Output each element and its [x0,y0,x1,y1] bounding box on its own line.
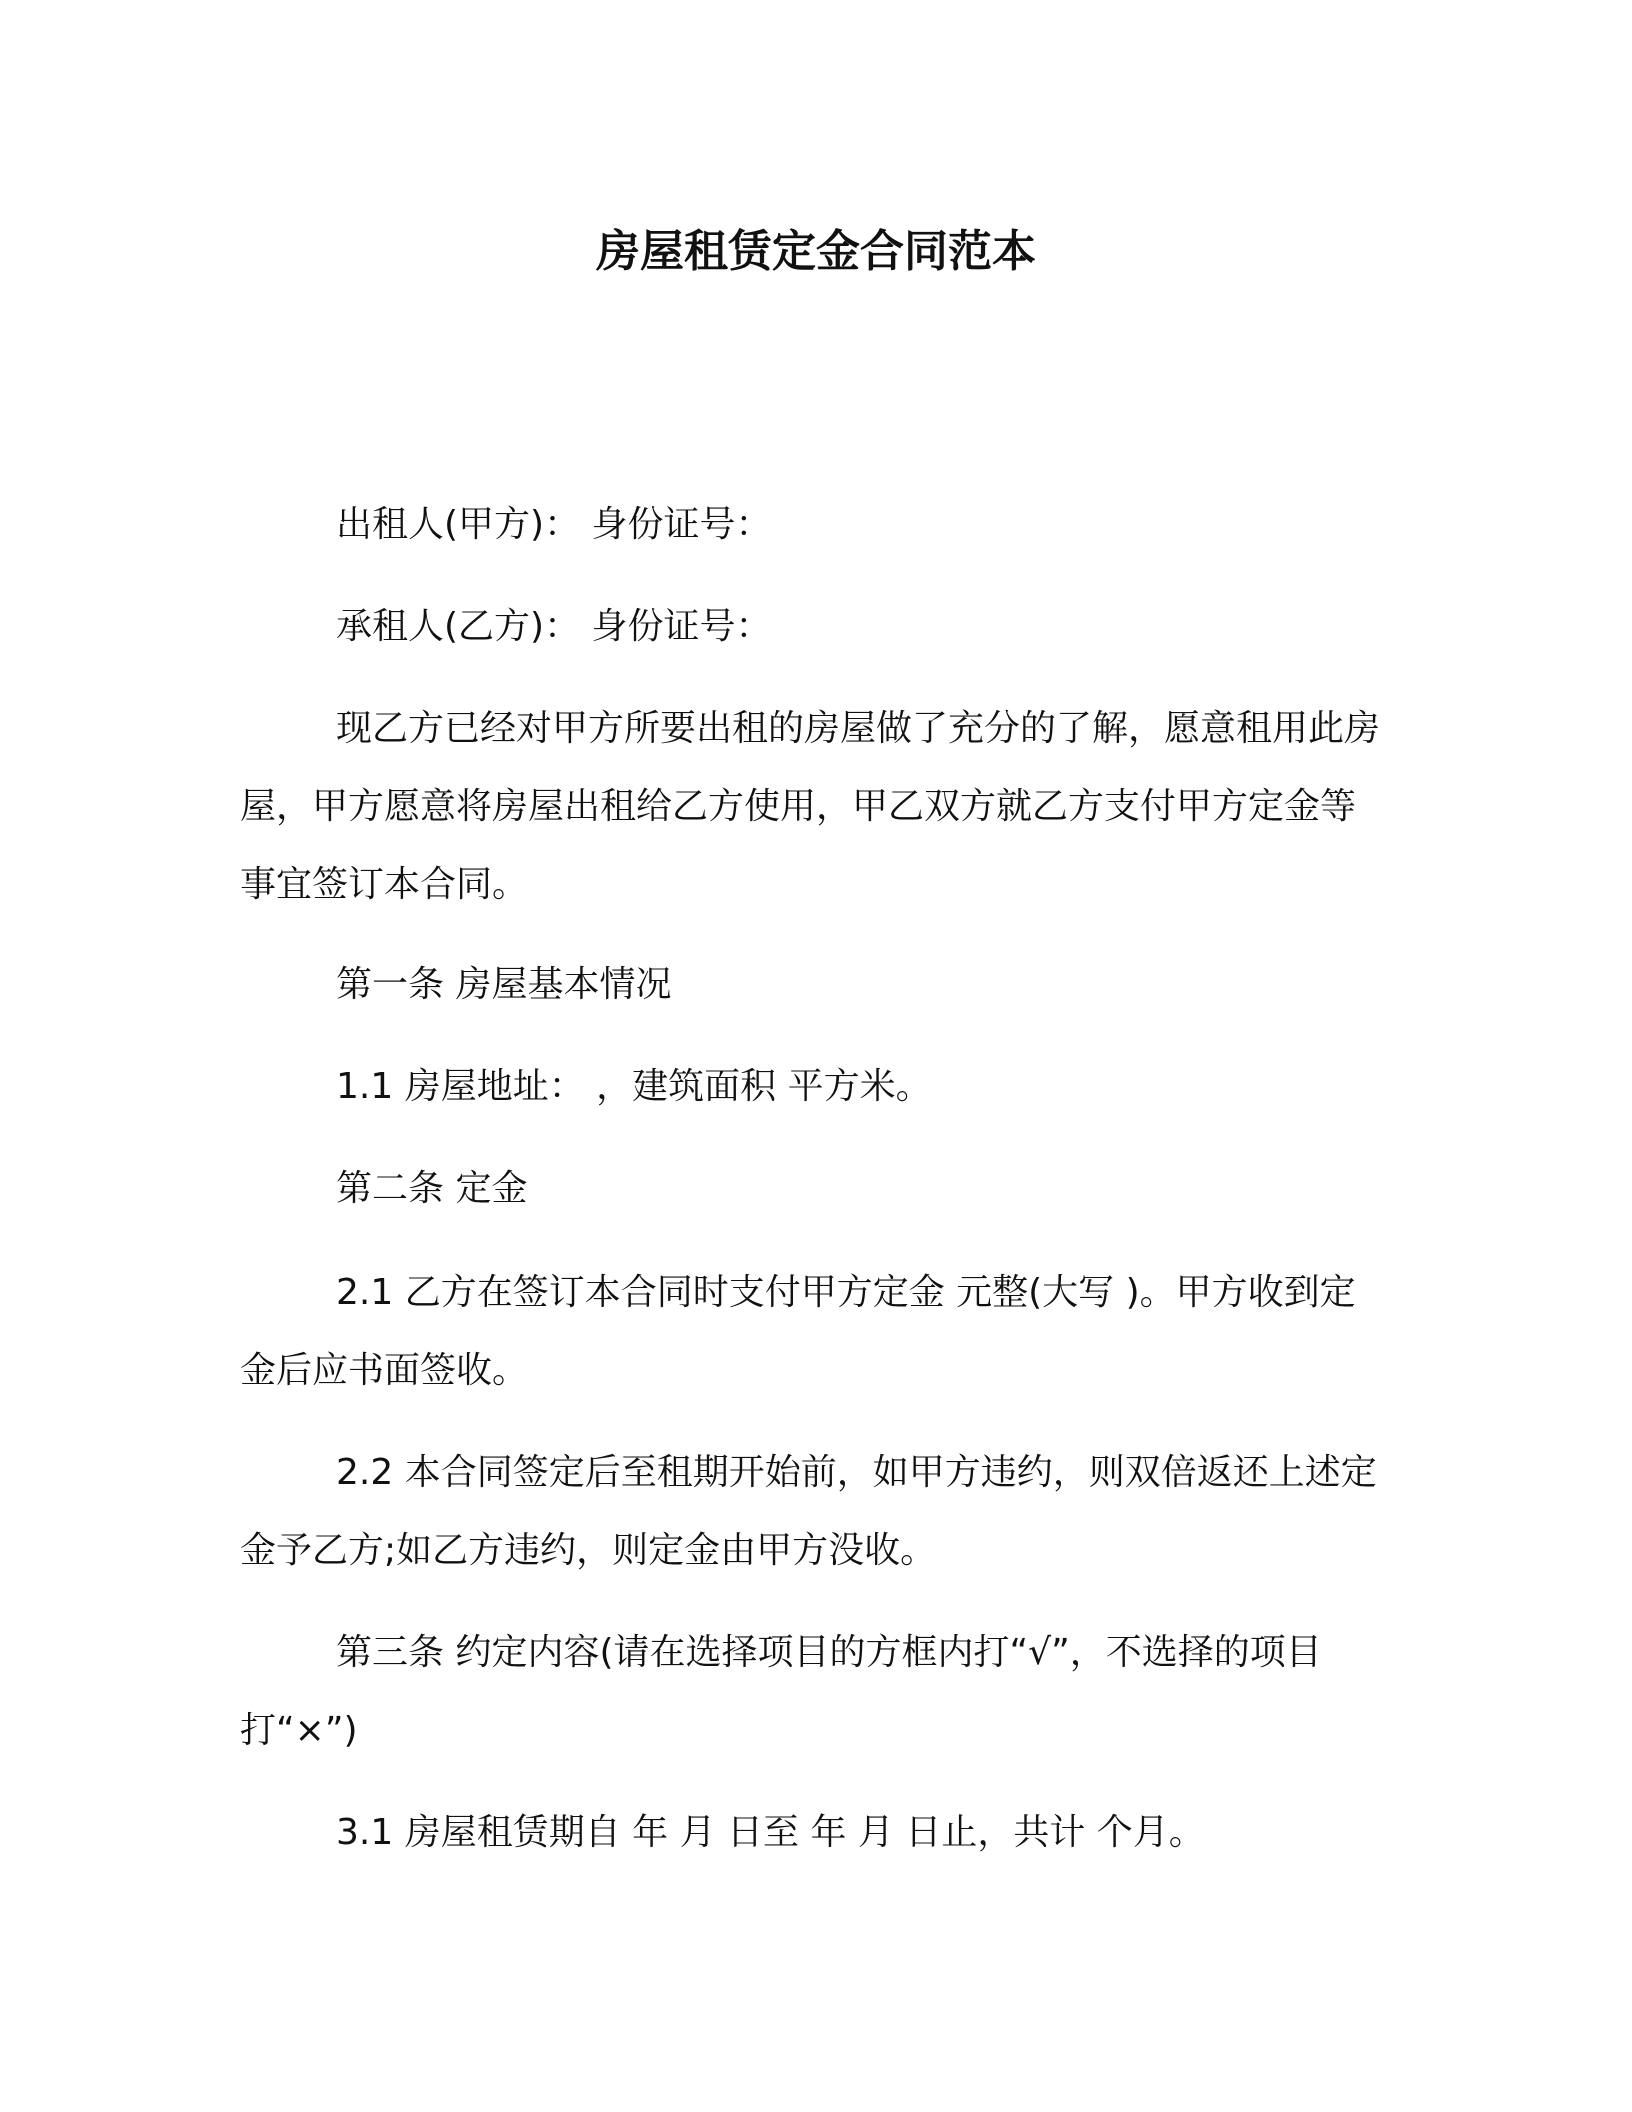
intro-paragraph: 现乙方已经对甲方所要出租的房屋做了充分的了解，愿意租用此房屋，甲方愿意将房屋出租给乙方使用，甲乙双方就乙方支付甲方定金等事宜签订本合同。 [240,708,1381,905]
clause-2-1: 2.1 乙方在签订本合同时支付甲方定金 元整(大写 )。甲方收到定金后应书面签收。 [240,1272,1356,1391]
clause-3-1: 3.1 房屋租赁期自 年 月 日至 年 月 日止，共计 个月。 [336,1812,1205,1853]
document-title: 房屋租赁定金合同范本 [596,226,1036,277]
clause-1-1: 1.1 房屋地址： ，建筑面积 平方米。 [336,1066,932,1107]
lessor-line: 出租人(甲方)： 身份证号： [336,504,772,545]
article-1-heading: 第一条 房屋基本情况 [336,964,672,1005]
article-3-heading: 第三条 约定内容(请在选择项目的方框内打“√”，不选择的项目打“×”) [240,1632,1322,1751]
article-2-heading: 第二条 定金 [336,1168,528,1209]
clause-2-2: 2.2 本合同签定后至租期开始前，如甲方违约，则双倍返还上述定金予乙方;如乙方违约，则定金由甲方没收。 [240,1452,1377,1571]
lessee-line: 承租人(乙方)： 身份证号： [336,606,772,647]
